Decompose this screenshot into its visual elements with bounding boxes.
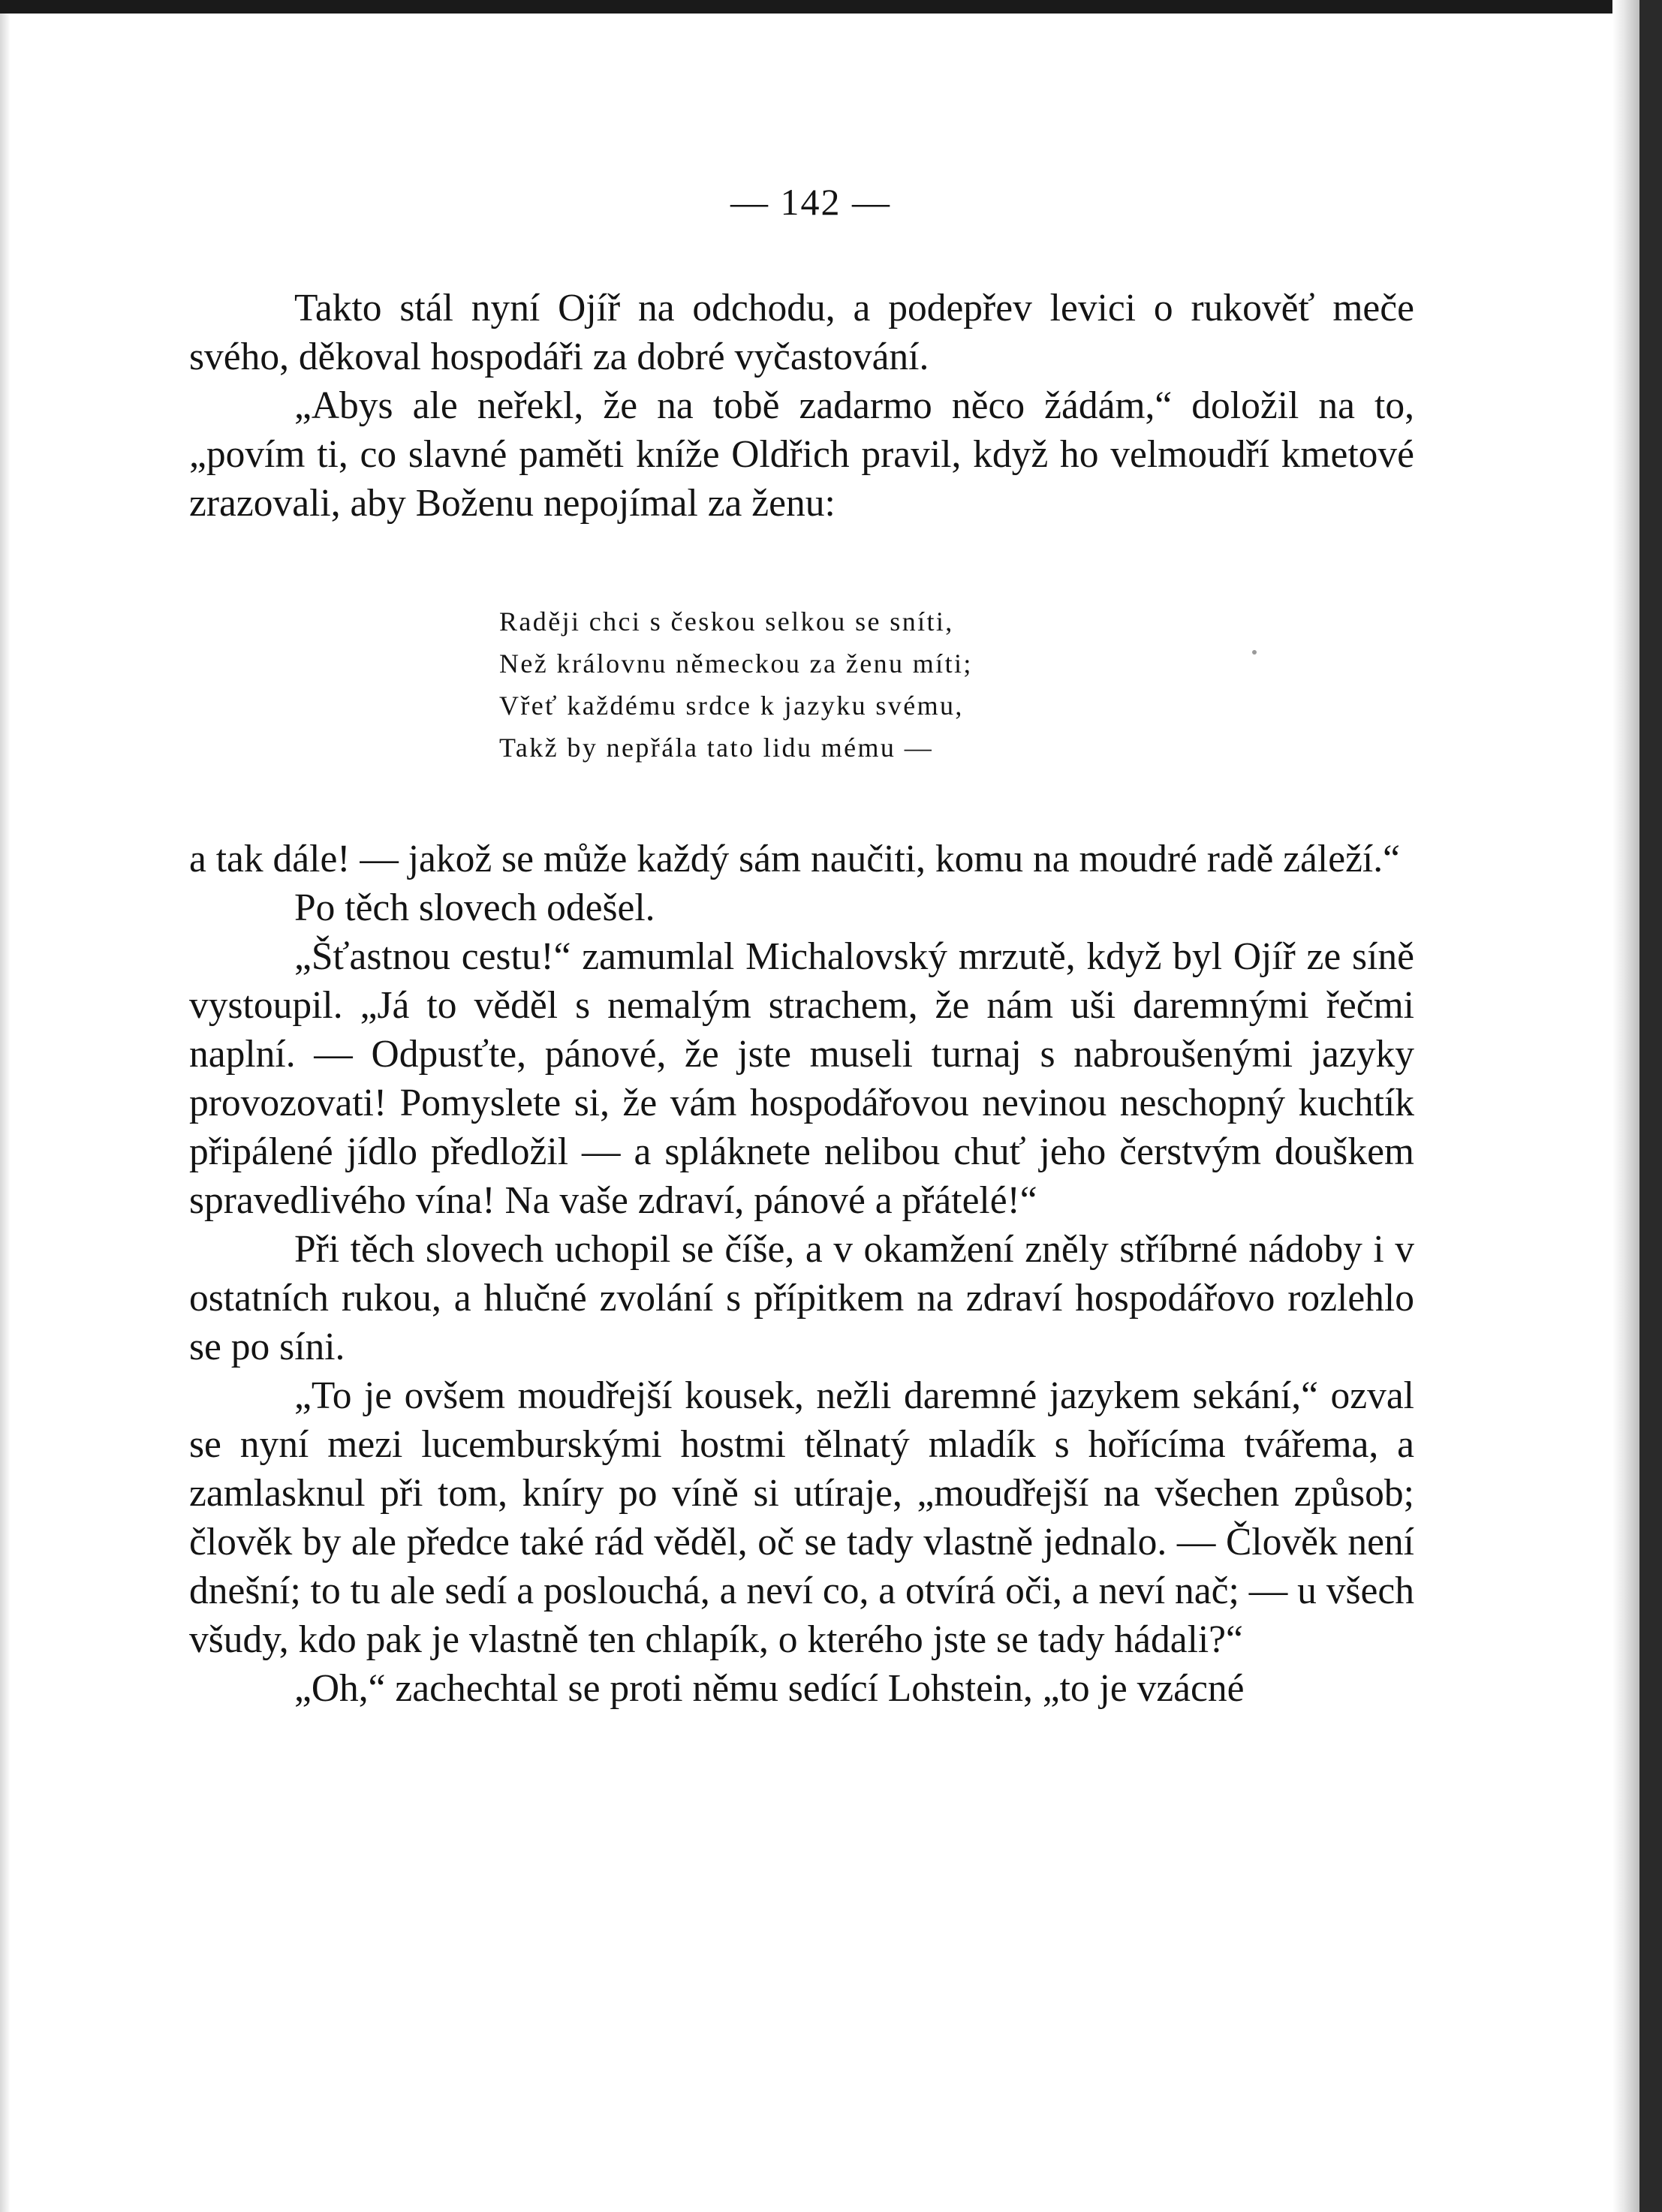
verse-line: Než královnu německou za ženu míti; (499, 649, 973, 679)
paragraph: „Šťastnou cestu!“ zamumlal Michalovský mrzutě, když byl Ojíř ze síně vystoupil. „Já to věděl s nemalým strachem, že nám uši daremnými řečmi naplní. — Odpusťte, pánové, že jste museli turnaj s nabroušenými jazyky provozovati! Pomyslete si, že vám hospodářovou nevinou neschopný kuchtík připálené jídlo předložil — a spláknete nelibou chuť jeho čerstvým douškem spravedlivého vína! Na vaše zdraví, pánové a přátelé!“ (189, 935, 1414, 1222)
text-block-bottom (189, 835, 1414, 1713)
paragraph: Takto stál nyní Ojíř na odchodu, a podepřev levici o rukověť meče svého, děkoval hospodáři za dobré vyčastování. (189, 287, 1414, 378)
paragraph: a tak dále! — jakož se může každý sám naučiti, komu na moudré radě záleží.“ (189, 838, 1400, 880)
paragraph: Při těch slovech uchopil se číše, a v okamžení zněly stříbrné nádoby i v ostatních rukou, a hlučné zvolání s přípitkem na zdraví hospodářovo rozlehlo se po síni. (189, 1228, 1414, 1368)
paragraph: „To je ovšem moudřejší kousek, nežli daremné jazykem sekání,“ ozval se nyní mezi lucemburskými hostmi tělnatý mladík s hořícíma tvářema, a zamlasknul při tom, kníry po víně si utíraje, „moudřejší na všechen způsob; člověk by ale předce také rád věděl, oč se tady vlastně jednalo. — Člověk není dnešní; to tu ale sedí a poslouchá, a neví co, a otvírá oči, a neví nač; — u všech všudy, kdo pak je vlastně ten chlapík, o kterého jste se tady hádali?“ (189, 1374, 1414, 1661)
page-number: — 142 — (730, 181, 891, 223)
verse-line: Raději chci s českou selkou se sníti, (499, 606, 954, 637)
verse-line: Vřeť každému srdce k jazyku svému, (499, 691, 964, 721)
paragraph: Po těch slovech odešel. (294, 886, 655, 929)
verse-line: Takž by nepřála tato lidu mému — (499, 733, 934, 763)
paragraph: „Abys ale neřekl, že na tobě zadarmo něco žádám,“ doložil na to, „povím ti, co slavné paměti kníže Oldřich pravil, když ho velmoudří kmetové zrazovali, aby Boženu nepojímal za ženu: (189, 384, 1414, 525)
text-block-top (189, 284, 1414, 528)
verse-quote (499, 600, 1175, 769)
paragraph: „Oh,“ zachechtal se proti němu sedící Lohstein, „to je vzácné (294, 1667, 1245, 1710)
